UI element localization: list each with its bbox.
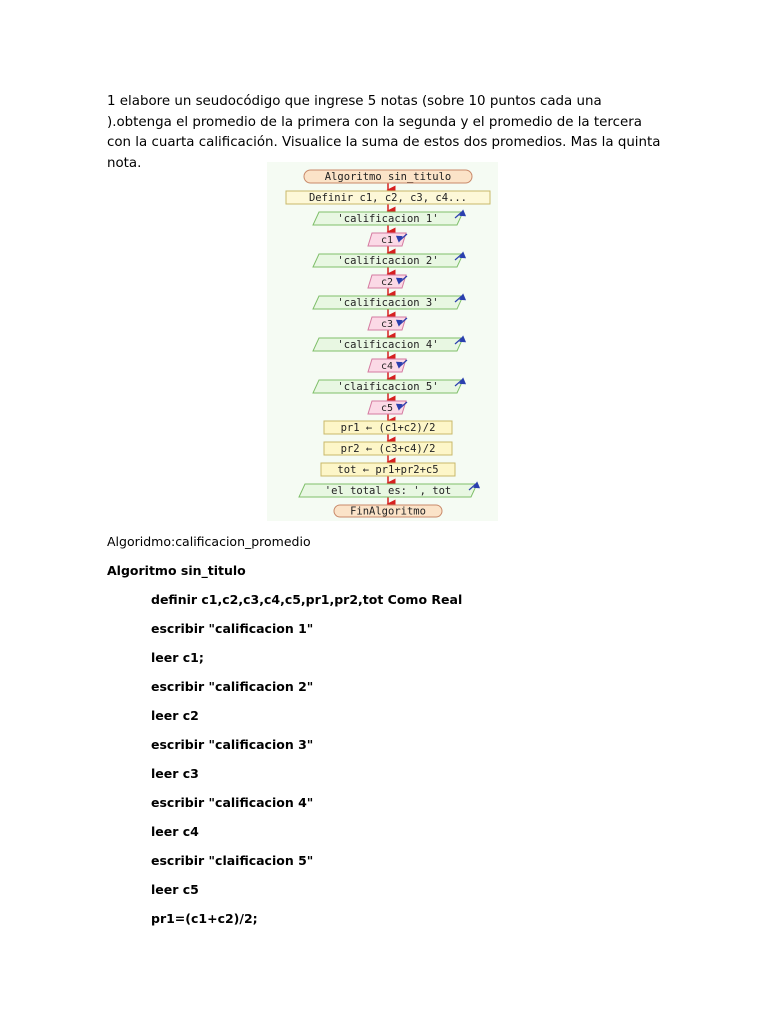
input-block-5 [368, 401, 407, 414]
output-block-3 [313, 295, 463, 309]
start-label: Algoritmo sin_titulo [324, 171, 452, 183]
code-line: escribir "calificacion 4" [151, 795, 314, 810]
assign-label-1: pr1 ← (c1+c2)/2 [340, 422, 436, 434]
algorithm-name: Algoridmo:calificacion_promedio [107, 534, 311, 549]
input-label-1: c1 [380, 235, 394, 246]
output-label-5: 'claificacion 5' [337, 381, 439, 393]
input-label-5: c5 [380, 403, 394, 414]
input-block-1 [368, 233, 407, 246]
assign-block-2 [324, 442, 452, 455]
code-line: escribir "claificacion 5" [151, 853, 314, 868]
assign-block-3 [321, 463, 455, 476]
code-line: pr1=(c1+c2)/2; [151, 911, 258, 926]
output-label-4: 'calificacion 4' [337, 339, 439, 351]
output-block-5 [313, 379, 463, 393]
code-line: leer c4 [151, 824, 199, 839]
output-block-4 [313, 337, 463, 351]
output-block-1 [313, 211, 463, 225]
input-label-3: c3 [380, 319, 394, 330]
assign-block-1 [324, 421, 452, 434]
code-line: escribir "calificacion 1" [151, 621, 314, 636]
assign-label-2: pr2 ← (c3+c4)/2 [340, 443, 436, 455]
code-line: escribir "calificacion 3" [151, 737, 314, 752]
output-label-2: 'calificacion 2' [337, 255, 439, 267]
end-label: FinAlgoritmo [350, 505, 426, 518]
code-line: leer c1; [151, 650, 204, 665]
exercise-statement: 1 elabore un seudocódigo que ingrese 5 notas (sobre 10 puntos cada una ).obtenga el promedio de la primera con la segunda y el promedio de la tercera con la cuarta calificación. Visualice la suma de estos dos promedios. Mas la quinta nota. [107, 94, 661, 171]
output-label-total: 'el total es: ', tot [324, 485, 452, 497]
input-label-2: c2 [380, 277, 394, 288]
start-terminal [304, 170, 472, 183]
output-label-1: 'calificacion 1' [337, 213, 439, 225]
code-line: escribir "calificacion 2" [151, 679, 314, 694]
input-label-4: c4 [380, 361, 394, 372]
define-block [286, 191, 490, 204]
output-block-2 [313, 253, 463, 267]
flowchart [267, 162, 498, 521]
code-line: leer c2 [151, 708, 199, 723]
assign-label-3: tot ← pr1+pr2+c5 [337, 464, 439, 476]
input-block-2 [368, 275, 407, 288]
flowchart-diagram [267, 162, 498, 521]
algorithm-header: Algoritmo sin_titulo [107, 563, 246, 578]
end-terminal [334, 505, 442, 518]
input-block-3 [368, 317, 407, 330]
code-line: definir c1,c2,c3,c4,c5,pr1,pr2,tot Como Real [151, 592, 463, 607]
define-label: Definir c1, c2, c3, c4... [308, 192, 468, 204]
code-line: leer c5 [151, 882, 199, 897]
output-label-3: 'calificacion 3' [337, 297, 439, 309]
output-block-total [299, 483, 477, 497]
code-line: leer c3 [151, 766, 199, 781]
input-block-4 [368, 359, 407, 372]
